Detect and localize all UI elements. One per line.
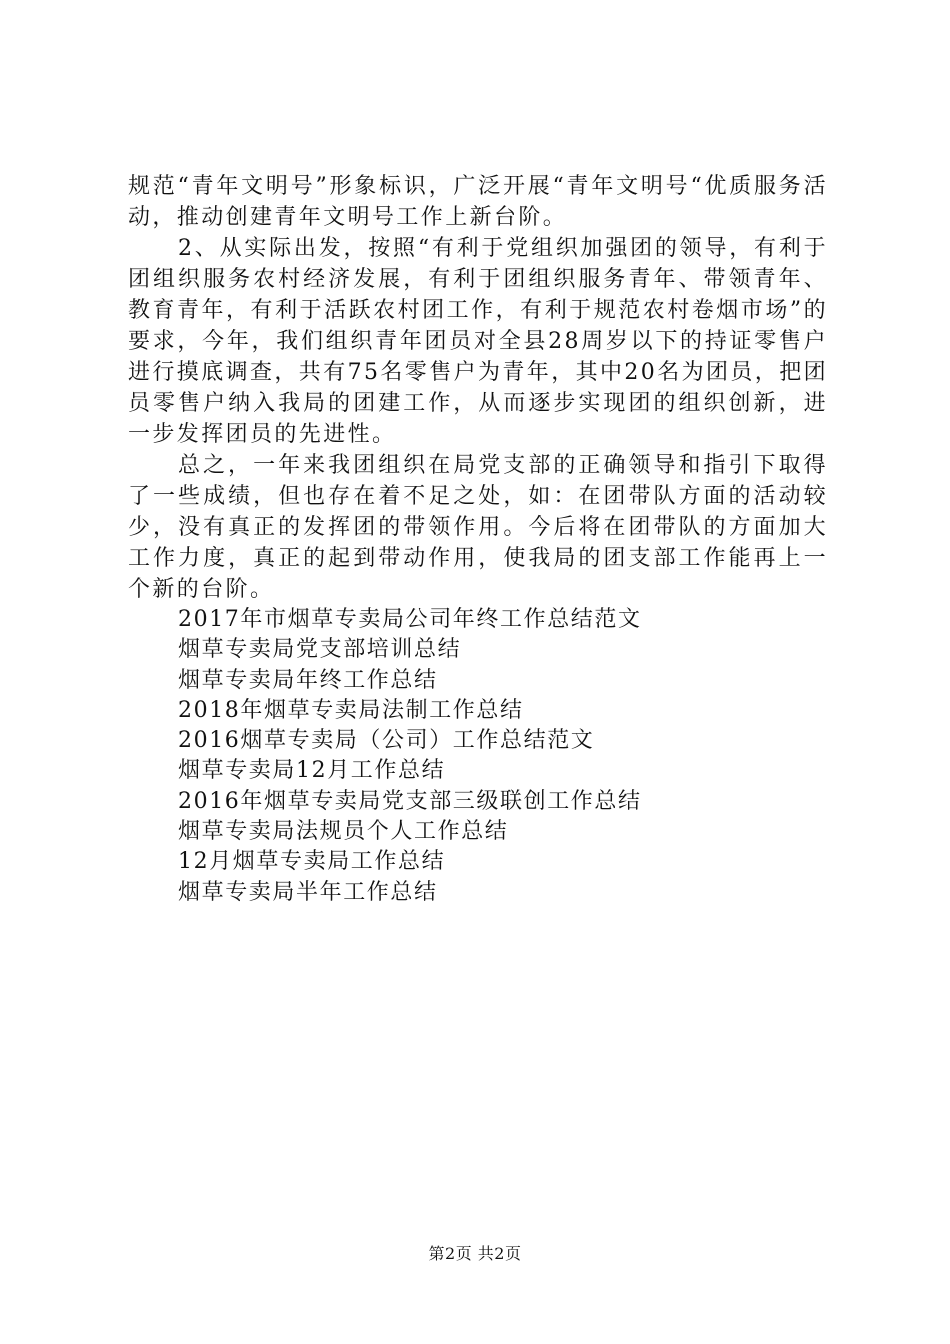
- related-article-link[interactable]: 烟草专卖局年终工作总结: [178, 667, 438, 693]
- related-article-link[interactable]: 烟草专卖局12月工作总结: [178, 758, 446, 784]
- page-footer: [0, 1244, 950, 1264]
- related-article-link[interactable]: 2018年烟草专卖局法制工作总结: [178, 697, 524, 723]
- related-article-link[interactable]: 12月烟草专卖局工作总结: [178, 849, 446, 875]
- related-article-link[interactable]: 2016烟草专卖局（公司）工作总结范文: [178, 728, 595, 754]
- paragraph-point-2: 2、从实际出发，按照“有利于党组织加强团的领导，有利于团组织服务农村经济发展，有利于团组织服务青年、带领青年、教育青年，有利于活跃农村团工作，有利于规范农村卷烟市场”的要求，今年，我们组织青年团员对全县28周岁以下的持证零售户进行摸底调查，共有75名零售户为青年，其中20名为团员，把团员零售户纳入我局的团建工作，从而逐步实现团的组织创新，进一步发挥团员的先进性。: [128, 236, 828, 447]
- related-article-link[interactable]: 2017年市烟草专卖局公司年终工作总结范文: [178, 607, 642, 632]
- related-article-link[interactable]: 烟草专卖局法规员个人工作总结: [178, 819, 509, 845]
- document-body: [128, 171, 828, 908]
- related-article-link[interactable]: 烟草专卖局党支部培训总结: [178, 637, 462, 663]
- paragraph-continuation: 规范“青年文明号”形象标识，广泛开展“青年文明号“优质服务活动，推动创建青年文明号工作上新台阶。: [128, 174, 828, 230]
- page-number: 第2页 共2页: [428, 1244, 522, 1263]
- related-article-link[interactable]: 烟草专卖局半年工作总结: [178, 879, 438, 905]
- related-articles-list: [128, 605, 828, 908]
- related-article-link[interactable]: 2016年烟草专卖局党支部三级联创工作总结: [178, 788, 642, 814]
- paragraph-summary: 总之，一年来我团组织在局党支部的正确领导和指引下取得了一些成绩，但也存在着不足之处，如：在团带队方面的活动较少，没有真正的发挥团的带领作用。今后将在团带队的方面加大工作力度，真正的起到带动作用，使我局的团支部工作能再上一个新的台阶。: [128, 453, 828, 602]
